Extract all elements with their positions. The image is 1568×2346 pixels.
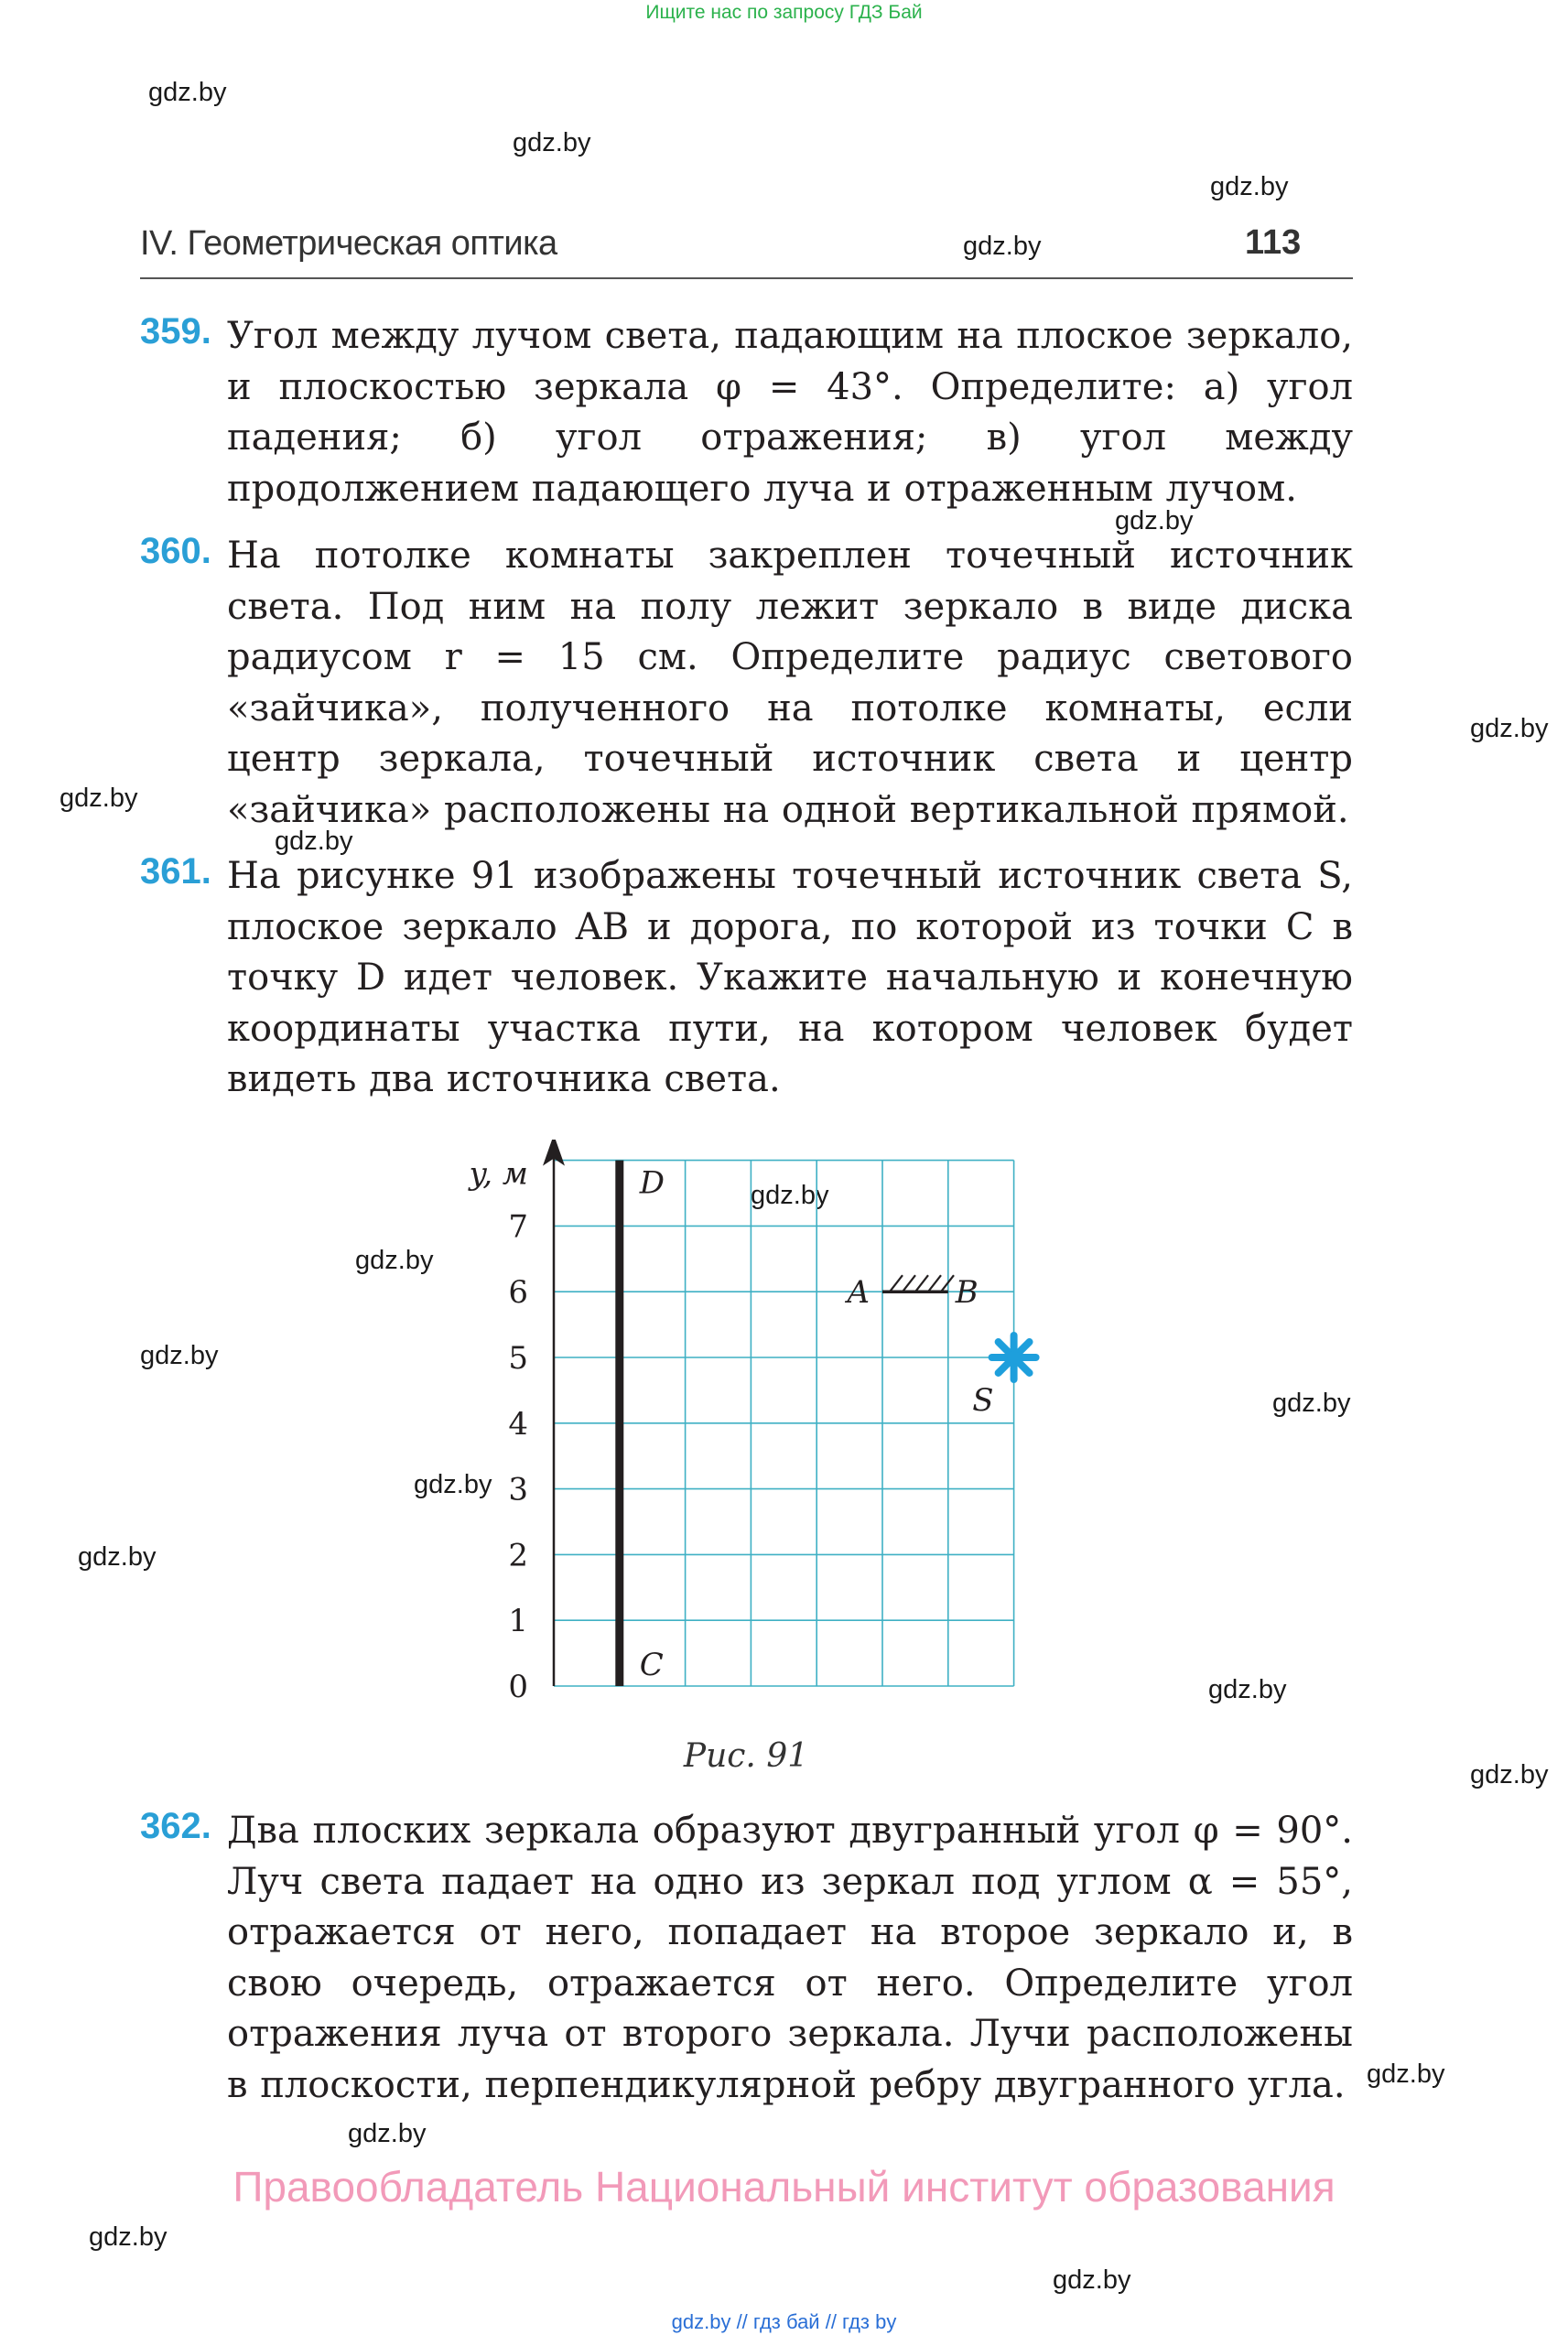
top-banner: Ищите нас по запросу ГДЗ Бай (645, 2, 923, 23)
watermark: gdz.by (963, 232, 1042, 261)
y-axis-label: y, м (469, 1155, 528, 1193)
mirror-hatch (903, 1275, 915, 1292)
watermark: gdz.by (140, 1341, 219, 1370)
header-rule (140, 277, 1353, 279)
problem-number: 359. (140, 311, 211, 351)
watermark: gdz.by (148, 78, 227, 107)
y-tick-label: 6 (508, 1274, 528, 1312)
watermark: gdz.by (751, 1181, 829, 1210)
watermark: gdz.by (1053, 2265, 1131, 2295)
watermark: gdz.by (355, 1246, 434, 1275)
watermark: gdz.by (1210, 172, 1289, 201)
problem-text: На рисунке 91 изображены точечный источник света S, плоское зеркало AB и дорога, по которой из точки C в точку D идет человек. Укажите начальную и конечную координаты участка пути, на котором человек будет видеть два источника света. (227, 855, 1353, 1100)
watermark: gdz.by (513, 128, 591, 157)
y-tick-label: 4 (508, 1405, 528, 1443)
mirror-hatch (915, 1275, 928, 1292)
point-label-a: A (847, 1274, 870, 1312)
watermark: gdz.by (1115, 506, 1194, 535)
watermark: gdz.by (275, 827, 353, 856)
watermark: gdz.by (1470, 1760, 1549, 1789)
problem-text: Угол между лучом света, падающим на плоское зеркало, и плоскостью зеркала φ = 43°. Определите: а) угол падения; б) угол отражения; в) угол между продолжением падающего луча и отраженным лучом. (227, 315, 1353, 510)
y-tick-label: 3 (508, 1471, 528, 1508)
problem-360 (140, 531, 1353, 836)
problem-text: Два плоских зеркала образуют двугранный угол φ = 90°. Луч света падает на одно из зеркал под углом α = 55°, отражается от него, попадает на второе зеркало и, в свою очередь, отражается от него. Определите угол отражения луча от второго зеркала. Лучи расположены в плоскости, перпендикулярной ребру двугранного угла. (227, 1810, 1353, 2106)
problem-number: 361. (140, 851, 211, 892)
point-label-s: S (972, 1382, 994, 1419)
problem-359 (140, 311, 1353, 514)
y-tick-label: 5 (508, 1340, 528, 1377)
figure-caption: Рис. 91 (683, 1737, 809, 1775)
copyright-notice: Правообладатель Национальный институт образования (232, 2163, 1336, 2211)
figure-91 (439, 1140, 1080, 1725)
watermark: gdz.by (1272, 1389, 1351, 1418)
watermark: gdz.by (89, 2222, 168, 2252)
problem-number: 360. (140, 531, 211, 571)
point-label-d: D (639, 1164, 665, 1202)
watermark: gdz.by (1367, 2060, 1445, 2089)
problem-361 (140, 851, 1353, 1106)
point-label-b: B (955, 1274, 979, 1312)
watermark: gdz.by (414, 1470, 492, 1499)
y-tick-label: 2 (508, 1537, 528, 1574)
watermark: gdz.by (78, 1542, 157, 1572)
watermark: gdz.by (1470, 714, 1549, 743)
mirror-hatch (890, 1275, 903, 1292)
problem-number: 362. (140, 1806, 211, 1846)
watermark: gdz.by (1208, 1675, 1287, 1704)
page-number: 113 (1245, 223, 1302, 262)
problem-text: На потолке комнаты закреплен точечный источник света. Под ним на полу лежит зеркало в виде диска радиусом r = 15 см. Определите радиус светового «зайчика», полученного на потолке комнаты, если центр зеркала, точечный источник света и центр «зайчика» расположены на одной вертикальной прямой. (227, 535, 1353, 831)
watermark: gdz.by (348, 2119, 427, 2148)
mirror-hatch (928, 1275, 941, 1292)
y-tick-label: 0 (508, 1669, 528, 1705)
problem-362 (140, 1806, 1353, 2111)
watermark: gdz.by (59, 784, 138, 813)
point-label-c: C (639, 1647, 664, 1683)
section-title: IV. Геометрическая оптика (140, 224, 557, 263)
light-source-s (992, 1335, 1036, 1379)
footer-links: gdz.by // гдз бай // гдз by (671, 2310, 897, 2333)
y-tick-label: 7 (508, 1208, 528, 1246)
y-tick-label: 1 (508, 1603, 528, 1640)
light-source-core (1008, 1351, 1021, 1364)
